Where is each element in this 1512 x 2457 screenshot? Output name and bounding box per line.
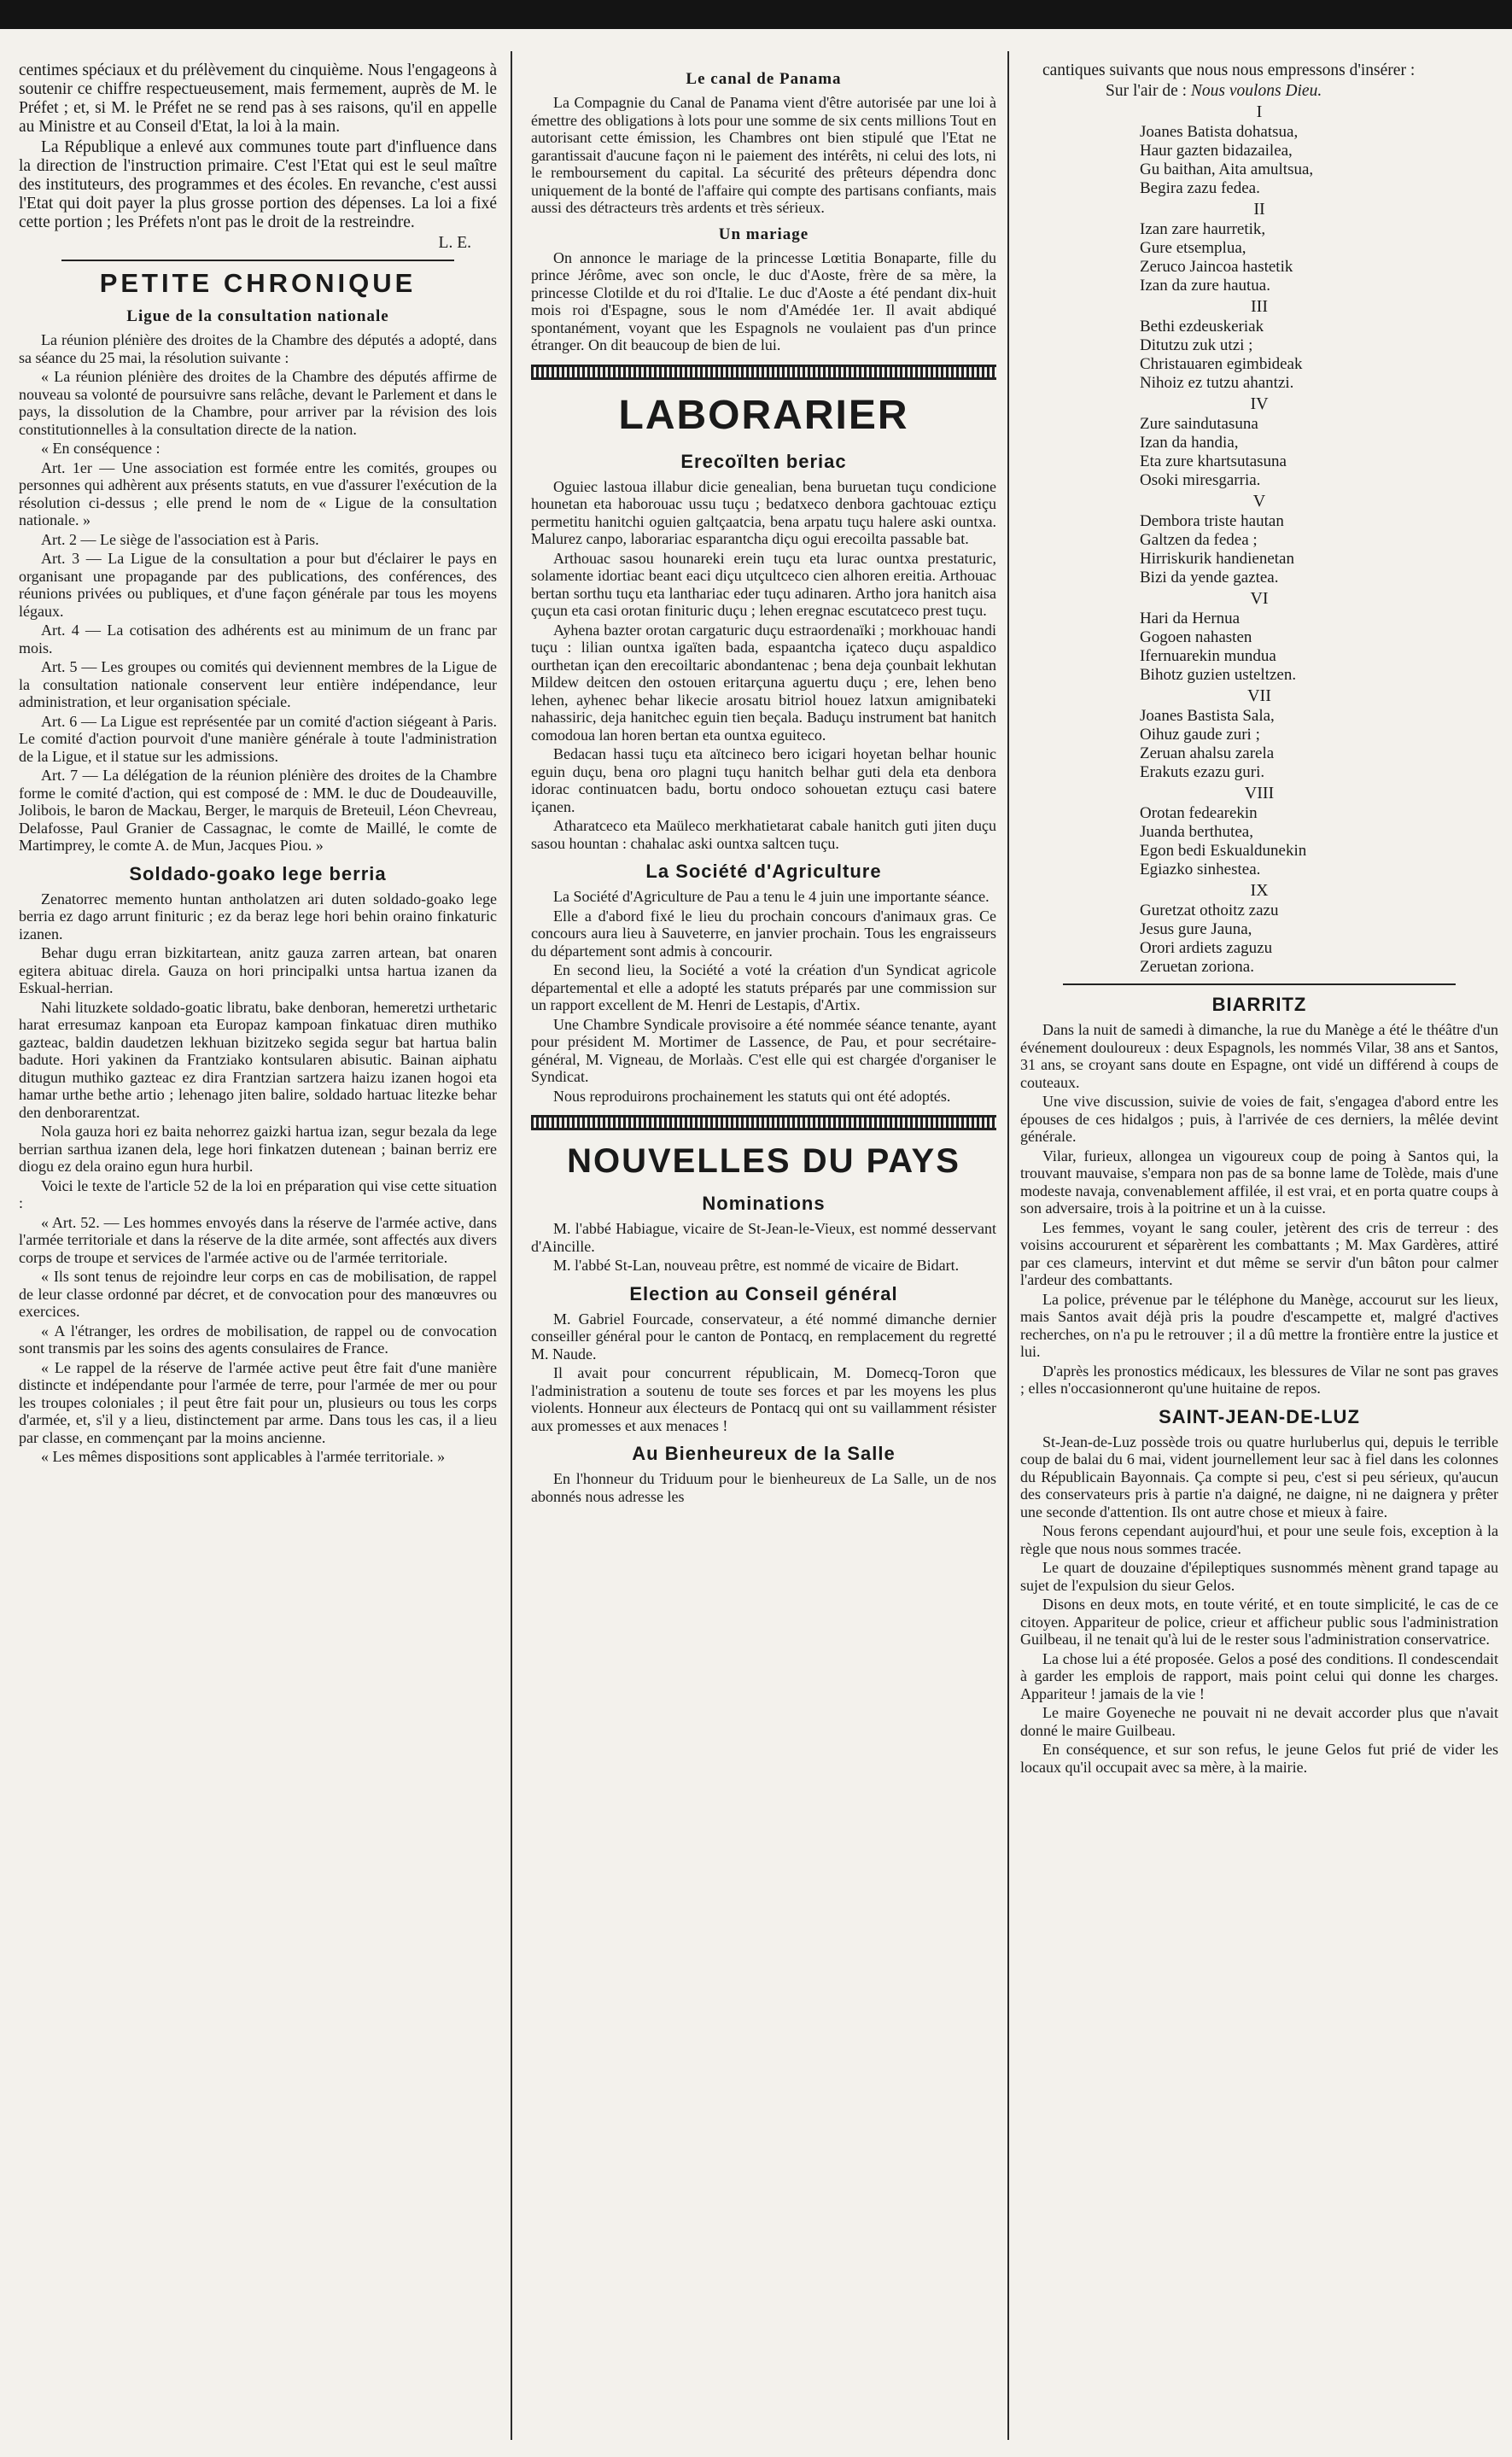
paragraph: centimes spéciaux et du prélèvement du cinquième. Nous l'engageons à soutenir ce chiffre respectueusement, mais fermement, auprès de M. le Préfet ; et, si M. le Préfet ne se rend pas à ses raisons, qu'il en appelle au Ministre et au Conseil d'Etat, la loi à la main. <box>19 61 497 136</box>
stanza-number: V <box>1252 492 1266 511</box>
paragraph: Une vive discussion, suivie de voies de fait, s'engagea d'abord entre les épouses de ces hidalgos ; puis, à l'arrivée de ces derniers, la mêlée devint générale. <box>1020 1093 1498 1145</box>
stanza-number: II <box>1253 200 1265 219</box>
paragraph: M. l'abbé Habiague, vicaire de St-Jean-le-Vieux, est nommé desservant d'Aincille. <box>531 1220 996 1255</box>
paragraph: Elle a d'abord fixé le lieu du prochain concours d'animaux gras. Ce concours aura lieu à Sauveterre, en janvier prochain. Tous les engraisseurs du département sont admis à concourir. <box>531 907 996 960</box>
paragraph: Bedacan hassi tuçu eta aïtcineco bero icigari hoyetan belhar hounic eguin duçu, bena oro plagni tuçu hanitch belhar guti dela eta denbora idorac continuatcen badu, bortu ondoco sohouetan eztuçu casi batere içanen. <box>531 745 996 815</box>
verse-line: Gogoen nahasten <box>1140 628 1252 646</box>
verse-line: Izan da zure hautua. <box>1140 277 1270 295</box>
paragraph: Ayhena bazter orotan cargaturic duçu estraordenaïki ; morkhouac handi tuçu : lilian ountxa igaïten bada, espaantcha içateco duçu aspaldico ourthetan içan den erecoiltaric abondantenac ; bena deja çounbait lekhutan Mildew deitcen den ostouen eritarçuna aguertu duçu ; ere, lehen beno lehen, ayhenec behar likecie arosatu bitriol houez latxun amignibateki nahassiric, deja hanitchec eguin tien beçala. Baduçu instrument bat hanitch comodoua lan horen bertan eta ountxa eguiteco. <box>531 621 996 744</box>
paragraph: En l'honneur du Triduum pour le bienheureux de La Salle, un de nos abonnés nous adresse les <box>531 1470 996 1505</box>
article-title: Ligue de la consultation nationale <box>126 307 389 325</box>
stanza-number: III <box>1251 297 1268 316</box>
verse-line: Zeruan ahalsu zarela <box>1140 744 1275 762</box>
column-rule <box>1007 51 1009 2440</box>
stanza-number: IX <box>1250 881 1269 900</box>
paragraph: Nahi lituzkete soldado-goatic libratu, bake denboran, hemeretzi urthetaric harat erresumaz kanpoan eta Europaz kampoan finkatuac diren muthiko gazteac, baldin daudetzen lekhuan bizitzeko segida segur bat hartua balin badute. Hori yakinen da Frantziako kontsularen abisutic. Bainan aiphatu ditugun muthiko gazteac ez dira Frantzian sartzera haizu izanen hogoi eta hamar urthe bethe artio ; lehenago jiten balire, soldado hartuac litezke behar den denborarentzat. <box>19 998 497 1121</box>
verse-line: Ifernuarekin mundua <box>1140 647 1276 665</box>
verse-line: Oihuz gaude zuri ; <box>1140 726 1260 744</box>
verse-line: Nihoiz ez tutzu ahantzi. <box>1140 374 1294 392</box>
column-3 <box>1020 61 1498 2431</box>
paragraph: Art. 7 — La délégation de la réunion plénière des droites de la Chambre forme le comité d'action, qui est composé de : MM. le duc de Doudeauville, Jolibois, le baron de Mackau, Berger, le marquis de Breteuil, Léon Chevreau, Delafosse, Paul Granier de Cassagnac, le comte de Maillé, le comte de Martimprey, le comte A. de Mun, Jacques Piou. » <box>19 767 497 854</box>
verse-line: Joanes Bastista Sala, <box>1140 707 1275 725</box>
verse-line: Gu baithan, Aita amultsua, <box>1140 160 1314 178</box>
paragraph: Art. 6 — La Ligue est représentée par un comité d'action siégeant à Paris. Le comité d'action pourvoit d'une manière générale à toute l'administration de la Ligue, et il statue sur les admissions. <box>19 712 497 765</box>
paragraph: Art. 4 — La cotisation des adhérents est au minimum de un franc par mois. <box>19 622 497 657</box>
verse-line: Eta zure khartsutasuna <box>1140 452 1287 470</box>
paragraph: Art. 1er — Une association est formée entre les comités, groupes ou personnes qui adhèrent aux présents statuts, en vue d'assurer l'exécution de la résolution ci-dessus ; elle prend le nom de « Ligue de la consultation nationale. » <box>19 458 497 528</box>
verse-line: Gure etsemplua, <box>1140 239 1246 257</box>
verse-line: Hari da Hernua <box>1140 610 1241 627</box>
paragraph: Une Chambre Syndicale provisoire a été nommée séance tenante, ayant pour président M. Mortimer de Lassence, de Pau, et pour secrétaire-général, M. Vigneau, de Morlaàs. C'est elle qui est chargée d'organiser le Syndicat. <box>531 1015 996 1085</box>
article-title: Un mariage <box>718 225 809 243</box>
paragraph: Le quart de douzaine d'épileptiques susnommés mènent grand tapage au sujet de l'expulsion du sieur Gelos. <box>1020 1559 1498 1594</box>
paragraph: « Ils sont tenus de rejoindre leur corps en cas de mobilisation, de rappel de leur classe ordonné par décret, et de convocation pour des manœuvres ou exercices. <box>19 1268 497 1320</box>
air-label: Sur l'air de : <box>1106 82 1191 100</box>
verse-line: Hirriskurik handienetan <box>1140 550 1294 568</box>
verse-line: Zeruetan zoriona. <box>1140 958 1254 976</box>
paragraph: Voici le texte de l'article 52 de la loi en préparation qui vise cette situation : <box>19 1176 497 1211</box>
column-2 <box>531 61 996 2431</box>
column-rule <box>511 51 512 2440</box>
paragraph: St-Jean-de-Luz possède trois ou quatre hurluberlus qui, depuis le terrible coup de balai du 6 mai, vident journellement leur sac à fiel dans les colonnes du Républicain Bayonnais. Ça compte si peu, c'est si peu sérieux, qu'aucun des conservateurs pris à partie n'a daigné, ne daigne, ni ne daignera y prêter une seconde d'attention. Ils ont autre chose et mieux à faire. <box>1020 1433 1498 1520</box>
paragraph: Dans la nuit de samedi à dimanche, la rue du Manège a été le théâtre d'un événement douloureux : deux Espagnols, les nommés Vilar, 38 ans et Santos, 31 ans, se croyant sans doute en Espagne, ont vidé un différend à coups de couteaux. <box>1020 1021 1498 1091</box>
article-title: Election au Conseil général <box>629 1282 898 1304</box>
paragraph: Arthouac sasou hounareki erein tuçu eta lurac ountxa prestaturic, solamente idortiac beant eaci diçu utçultceco cien alhoren ereitia. Arthouac bertan sorthu tuçu eta lanthariac eder tuçu adinaren. Artho jora hanitch aisa çuçun eta casi orotan finituric duçu ; lehen eregnac escutatceco prest tuçu. <box>531 549 996 619</box>
paragraph: En second lieu, la Société a voté la création d'un Syndicat agricole départemental et elle a adopté les statuts préparés par une commission sur un rapport excellent de M. Henri de Lestapis, d'Artix. <box>531 961 996 1013</box>
paragraph: Disons en deux mots, en toute vérité, et en toute simplicité, le cas de ce citoyen. Appariteur de police, crieur et afficheur public sous l'administration Guilbeau, il ne tenait qu'à lui de le rester sous l'administration conservatrice. <box>1020 1596 1498 1648</box>
paragraph: Oguiec lastoua illabur dicie genealian, bena buruetan tuçu condicione hounetan eta haborouac ussu tuçu ; bedatxeco denbora gachtouac eztiçu permetitu hanitchi oguien galtçaatcia, bena arpatu tuçu halere aski ountxa. Malurez canpo, laborariac esparantcha diçu ogui erecoilta passable bat. <box>531 477 996 547</box>
paragraph: La réunion plénière des droites de la Chambre des députés a adopté, dans sa séance du 25 mai, la résolution suivante : <box>19 331 497 366</box>
verse-line: Egiazko sinhestea. <box>1140 861 1261 878</box>
paragraph: « Art. 52. — Les hommes envoyés dans la réserve de l'armée active, dans l'armée territoriale et dans la réserve de la dite armée, sont affectés aux divers corps de troupe et services de l'armée active ou de l'armée territoriale. <box>19 1213 497 1266</box>
paragraph: Le maire Goyeneche ne pouvait ni ne devait accorder plus que n'avait donné le maire Guilbeau. <box>1020 1704 1498 1739</box>
paragraph: « A l'étranger, les ordres de mobilisation, de rappel ou de convocation sont transmis par les soins des agents consulaires de France. <box>19 1322 497 1357</box>
stanza-number: VIII <box>1244 784 1275 802</box>
air-title: Nous voulons Dieu. <box>1190 82 1322 100</box>
verse-line: Orotan fedearekin <box>1140 804 1258 822</box>
signature: L. E. <box>438 234 471 252</box>
paragraph: On annonce le mariage de la princesse Lœtitia Bonaparte, fille du prince Jérôme, avec son oncle, le duc d'Aoste, frère de sa mère, la princesse Clotilde et du roi d'Italie. Le duc d'Aoste a été pendant dix-huit mois roi d'Espagne, sous le nom d'Amédée 1er. Il avait abdiqué spontanément, voyant que les Espagnols ne voulaient pas d'un prince étranger. On dit beaucoup de bien de lui. <box>531 248 996 353</box>
scan-top-edge <box>0 0 1512 29</box>
article-title: La Société d'Agriculture <box>645 861 882 882</box>
paragraph: Behar dugu erran bizkitartean, anitz gauza zarren artean, bat onaren egitera abituac direla. Gauza on hori principalki untsa hartua izanen da Eskual-herrian. <box>19 944 497 996</box>
verse-line: Egon bedi Eskualdunekin <box>1140 842 1307 860</box>
paragraph: D'après les pronostics médicaux, les blessures de Vilar ne sont pas graves ; elles n'occasionneront qu'une huitaine de repos. <box>1020 1362 1498 1397</box>
verse-line: Begira zazu fedea. <box>1140 179 1260 197</box>
paragraph: Art. 5 — Les groupes ou comités qui deviennent membres de la Ligue de la consultation nationale conservent leur entière indépendance, leur administration, et leur organisation spéciale. <box>19 658 497 710</box>
paragraph: La Société d'Agriculture de Pau a tenu le 4 juin une importante séance. <box>553 888 990 905</box>
paragraph: Atharatceco eta Maüleco merkhatietarat cabale hanitch guti jiten duçu sasou hountan : chahalac aski ountxa saltcen tuçu. <box>531 817 996 852</box>
divider <box>1063 983 1456 985</box>
paragraph: La police, prévenue par le téléphone du Manège, accourut sur les lieux, mais Santos avait déjà pris la poudre d'escampette et, malgré d'actives recherches, on n'a pu le retrouver ; il a dû mettre la frontière entre la justice et lui. <box>1020 1290 1498 1360</box>
article-title: Soldado-goako lege berria <box>129 862 387 884</box>
verse-line: Dembora triste hautan <box>1140 512 1284 530</box>
paragraph: Les femmes, voyant le sang couler, jetèrent des cris de terreur : des voisins accoururent et séparèrent les combattants ; M. Max Gardères, attiré par ces clameurs, intervint et dut même se servir d'un bâton pour calmer l'ardeur des combattants. <box>1020 1218 1498 1288</box>
paragraph: « La réunion plénière des droites de la Chambre des députés affirme de nouveau sa volonté de poursuivre sans relâche, devant le Parlement et dans le pays, la dissolution de la Chambre, pour arriver par la révision des lois constitutionnelles à la consultation directe de la nation. <box>19 368 497 438</box>
paragraph: « Le rappel de la réserve de l'armée active peut être fait d'une manière distincte et indépendante pour l'armée de terre, pour l'armée de mer ou pour les troupes coloniales ; il peut être fait pour un, plusieurs ou tous les corps d'armée, et, s'il y a lieu, distinctement par arme. Dans tous les cas, il a lieu par classe, en commençant par la moins ancienne. <box>19 1358 497 1446</box>
article-title: Au Bienheureux de la Salle <box>632 1443 896 1464</box>
article-title: BIARRITZ <box>1211 994 1307 1015</box>
divider <box>61 260 454 261</box>
section-title-petite-chronique: PETITE CHRONIQUE <box>99 268 417 298</box>
paragraph: Zenatorrec memento huntan antholatzen ari duten soldado-goako lege berria ez dago arrunt finituric ; ez da beraz lege hori behin oraino finkaturic izanen. <box>19 890 497 943</box>
section-title-nouvelles-du-pays: NOUVELLES DU PAYS <box>567 1142 960 1180</box>
verse-line: Jesus gure Jauna, <box>1140 920 1252 938</box>
section-title-laborarier: LABORARIER <box>618 392 909 438</box>
verse-line: Galtzen da fedea ; <box>1140 531 1258 549</box>
paragraph: « En conséquence : <box>41 440 161 457</box>
verse-line: Izan zare haurretik, <box>1140 220 1266 238</box>
paragraph: cantiques suivants que nous nous empressons d'insérer : <box>1042 61 1416 79</box>
verse-line: Orori ardiets zaguzu <box>1140 939 1273 957</box>
article-title: SAINT-JEAN-DE-LUZ <box>1159 1405 1360 1427</box>
verse-line: Osoki miresgarria. <box>1140 471 1261 489</box>
stanza-number: VII <box>1247 686 1271 705</box>
stanza-number: I <box>1256 102 1263 121</box>
paragraph: Nola gauza hori ez baita nehorrez gaizki hartua izan, segur bezala da lege berrian sarthua izanen dela, lege hori finkatzen dutenean ; bainan berriz ere diogu ez dela oraino egun hura hurbil. <box>19 1123 497 1175</box>
ornamental-divider <box>531 365 996 380</box>
paragraph: Nous reproduirons prochainement les statuts qui ont été adoptés. <box>553 1087 951 1105</box>
article-title: Nominations <box>702 1193 826 1214</box>
stanza-number: IV <box>1250 394 1269 413</box>
verse-line: Juanda berthutea, <box>1140 823 1253 841</box>
ornamental-divider <box>531 1115 996 1130</box>
paragraph: Vilar, furieux, allongea un vigoureux coup de poing à Santos qui, la trouvant mauvaise, s'empara non pas de sa bonne lame de Tolède, mais d'une modeste navaja, convenablement affilée, il est vrai, et en porta quatre coups à son adversaire, trois à la poitrine et un à la cuisse. <box>1020 1147 1498 1217</box>
verse-line: Bihotz guzien usteltzen. <box>1140 666 1297 684</box>
column-1 <box>19 61 497 2431</box>
paragraph: M. Gabriel Fourcade, conservateur, a été nommé dimanche dernier conseiller général pour le canton de Pontacq, en remplacement du regretté M. Naude. <box>531 1310 996 1363</box>
paragraph: La République a enlevé aux communes toute part d'influence dans la direction de l'instruction primaire. C'est l'Etat qui est le seul maître des instituteurs, des programmes et des écoles. En revanche, c'est aussi l'Etat qui doit payer la plus grosse portion des dépenses. La loi a fixé cette portion ; les Préfets n'ont pas le droit de la restreindre. <box>19 138 497 231</box>
verse-line: Christauaren egimbideak <box>1140 355 1303 373</box>
verse-line: Haur gazten bidazailea, <box>1140 142 1293 160</box>
paragraph: La Compagnie du Canal de Panama vient d'être autorisée par une loi à émettre des obligations à lots pour une somme de six cents millions Tout en autorisant cette émission, les Chambres ont bien stipulé que l'Etat ne garantissait d'aucune façon ni le paiement des intérêts, ni celui des lots, ni le remboursement du capital. La sécurité des prêteurs dépendra donc uniquement de la bonté de l'affaire qui compte des partisans confiants, mais aussi des détracteurs très ardents et très sérieux. <box>531 94 996 216</box>
paragraph: Art. 3 — La Ligue de la consultation a pour but d'éclairer le pays en organisant une propagande par des publications, des conférences, des réunions privées ou publiques, et d'une façon générale par tous les moyens légaux. <box>19 550 497 620</box>
paragraph: La chose lui a été proposée. Gelos a posé des conditions. Il condescendait à garder les emplois de rapport, mais point celui qui donne les charges. Appariteur ! jamais de la vie ! <box>1020 1649 1498 1702</box>
paragraph: Nous ferons cependant aujourd'hui, et pour une seule fois, exception à la règle que nous nous sommes tracée. <box>1020 1522 1498 1557</box>
cantique-stanzas <box>1020 102 1498 977</box>
paragraph: « Les mêmes dispositions sont applicables à l'armée territoriale. » <box>41 1448 446 1465</box>
article-title: Le canal de Panama <box>686 70 842 88</box>
verse-line: Izan da handia, <box>1140 434 1239 452</box>
paragraph: Il avait pour concurrent républicain, M. Domecq-Toron que l'administration a soutenu de toute ses forces et par les moyens les plus violents. Honneur aux électeurs de Pontacq qui ont su vaillamment résister aux promesses et aux menaces ! <box>531 1364 996 1434</box>
article-title: Erecoïlten beriac <box>680 450 847 472</box>
verse-line: Bizi da yende gaztea. <box>1140 569 1279 587</box>
paragraph: M. l'abbé St-Lan, nouveau prêtre, est nommé de vicaire de Bidart. <box>553 1257 960 1274</box>
verse-line: Guretzat othoitz zazu <box>1140 902 1279 919</box>
verse-line: Joanes Batista dohatsua, <box>1140 123 1299 141</box>
verse-line: Zeruco Jaincoa hastetik <box>1140 258 1293 276</box>
stanza-number: VI <box>1250 589 1269 608</box>
verse-line: Zure saindutasuna <box>1140 415 1258 433</box>
verse-line: Erakuts ezazu guri. <box>1140 763 1265 781</box>
verse-line: Ditutzu zuk utzi ; <box>1140 336 1253 354</box>
paragraph: Art. 2 — Le siège de l'association est à Paris. <box>41 530 319 548</box>
paragraph: En conséquence, et sur son refus, le jeune Gelos fut prié de vider les locaux qu'il occupait avec sa mère, à la mairie. <box>1020 1741 1498 1776</box>
air-line <box>1020 82 1498 101</box>
verse-line: Bethi ezdeuskeriak <box>1140 318 1264 336</box>
